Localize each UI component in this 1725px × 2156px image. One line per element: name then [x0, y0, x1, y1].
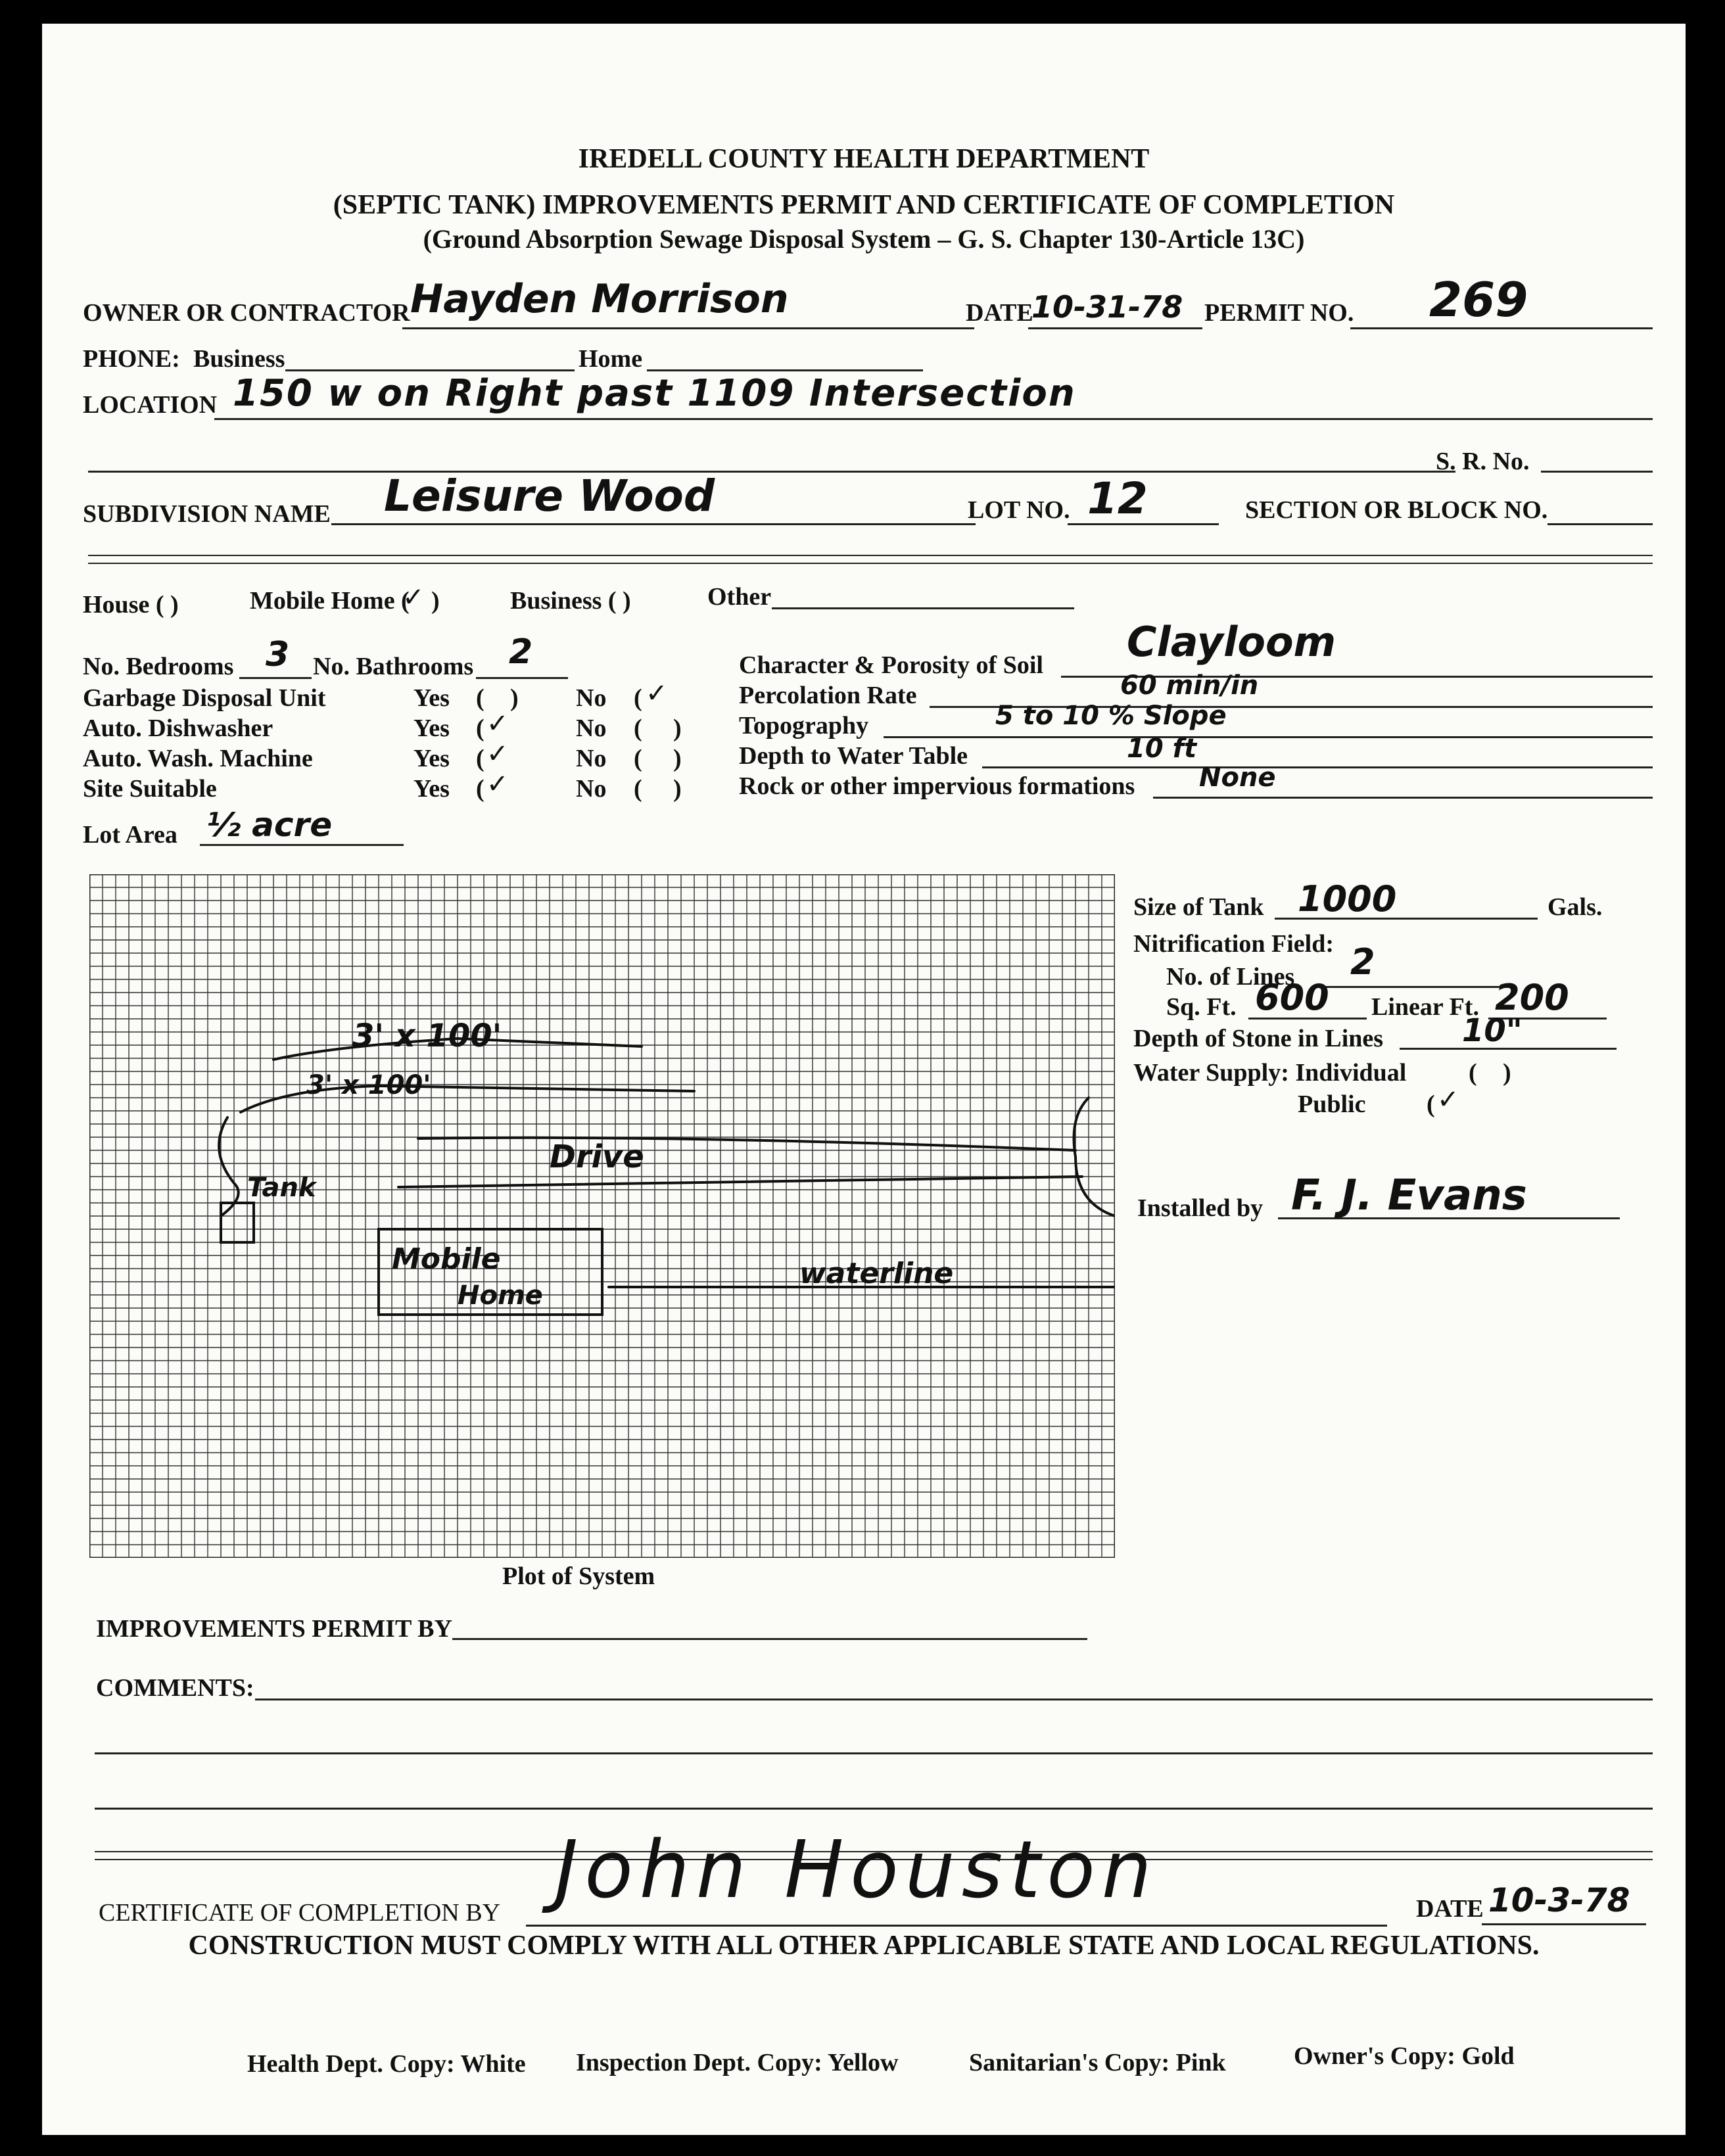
tank-size-label: Size of Tank [1133, 893, 1264, 921]
garbage-yes-paren-l: ( [476, 684, 484, 712]
water-table-value: 10 ft [1127, 734, 1197, 764]
wash-no-paren-l: ( [634, 745, 642, 772]
rock-label: Rock or other impervious formations [739, 772, 1135, 800]
subdivision-line [331, 523, 976, 525]
copy-sanitarian: Sanitarian's Copy: Pink [969, 2049, 1226, 2076]
section-block-line [1548, 523, 1653, 525]
cert-date-label: DATE [1416, 1895, 1484, 1923]
home-phone-label: Home [579, 345, 643, 373]
individual-paren-l: ( [1469, 1059, 1477, 1087]
mobile-home-check: ✓ [402, 582, 425, 613]
rock-line [1153, 797, 1653, 799]
permit-form [42, 24, 1686, 2135]
form-title: (SEPTIC TANK) IMPROVEMENTS PERMIT AND CERTIFICATE OF COMPLETION [333, 190, 1395, 220]
dishwasher-yes-check: ✓ [486, 709, 509, 739]
comments-label: COMMENTS: [96, 1674, 254, 1702]
owner-line [402, 327, 974, 329]
date-label: DATE [966, 299, 1033, 327]
lot-area-value: ½ acre [206, 806, 333, 844]
dishwasher-no-paren-l: ( [634, 715, 642, 742]
certificate-signature: John Houston [555, 1825, 1158, 1916]
garbage-no: No [576, 684, 607, 712]
comments-line-2 [95, 1752, 1653, 1754]
certificate-by-line [526, 1925, 1387, 1927]
site-yes-paren-l: ( [476, 775, 484, 803]
mobile-label: Mobile [392, 1242, 501, 1276]
location-line [214, 418, 1653, 420]
wash-machine-label: Auto. Wash. Machine [83, 745, 313, 772]
sr-no-label: S. R. No. [1436, 448, 1530, 475]
public-paren-l: ( [1427, 1090, 1435, 1118]
site-no-paren-l: ( [634, 775, 642, 803]
percolation-value: 60 min/in [1120, 670, 1259, 701]
dishwasher-label: Auto. Dishwasher [83, 715, 273, 742]
home-phone-line [647, 369, 923, 371]
public-label: Public [1298, 1090, 1366, 1118]
lines-label: No. of Lines [1166, 963, 1295, 991]
waterline-label: waterline [799, 1257, 954, 1290]
soil-label: Character & Porosity of Soil [739, 651, 1043, 679]
linear-ft-value: 200 [1495, 977, 1569, 1018]
dishwasher-no-paren-r: ) [673, 715, 682, 742]
bedrooms-line [239, 677, 312, 679]
topography-value: 5 to 10 % Slope [995, 701, 1227, 731]
site-suitable-label: Site Suitable [83, 775, 217, 803]
copy-health: Health Dept. Copy: White [247, 2050, 526, 2078]
tank-size-value: 1000 [1298, 878, 1397, 920]
sq-ft-label: Sq. Ft. [1166, 993, 1237, 1021]
bedrooms-label: No. Bedrooms [83, 653, 234, 680]
linear-ft-label: Linear Ft. [1371, 993, 1479, 1021]
location-value: 150 w on Right past 1109 Intersection [233, 372, 1076, 415]
subdivision-value: Leisure Wood [384, 471, 715, 521]
owner-label: OWNER OR CONTRACTOR [83, 299, 410, 327]
nitrification-label: Nitrification Field: [1133, 930, 1334, 958]
lot-area-line [200, 844, 404, 846]
other-label: Other [707, 583, 772, 611]
comments-line-3 [95, 1808, 1653, 1810]
stone-depth-label: Depth of Stone in Lines [1133, 1025, 1384, 1052]
lines-value: 2 [1350, 941, 1375, 983]
drive-label: Drive [550, 1138, 644, 1175]
comments-line-1 [255, 1699, 1653, 1700]
phone-label: PHONE: [83, 345, 180, 373]
section-block-label: SECTION OR BLOCK NO. [1245, 496, 1548, 524]
installed-by-label: Installed by [1137, 1194, 1264, 1222]
copy-owner: Owner's Copy: Gold [1294, 2042, 1515, 2070]
permit-no-value: 269 [1429, 272, 1528, 327]
site-no: No [576, 775, 607, 803]
compliance-notice: CONSTRUCTION MUST COMPLY WITH ALL OTHER APPLICABLE STATE AND LOCAL REGULATIONS. [188, 1931, 1540, 1961]
home-label: Home [458, 1280, 543, 1311]
wash-no-paren-r: ) [673, 745, 682, 772]
garbage-yes-paren-r: ) [510, 684, 519, 712]
divider-upper [88, 555, 1653, 556]
location-line-2 [88, 471, 1455, 473]
lot-area-label: Lot Area [83, 821, 177, 849]
garbage-label: Garbage Disposal Unit [83, 684, 326, 712]
water-supply-label: Water Supply: Individual [1133, 1059, 1407, 1087]
field-label-1: 3' x 100' [352, 1018, 502, 1054]
date-line [1028, 327, 1202, 329]
other-line [772, 607, 1074, 609]
plot-caption: Plot of System [502, 1562, 655, 1590]
business-type-label: Business ( ) [510, 587, 631, 615]
site-yes-check: ✓ [486, 769, 509, 799]
certificate-by-label: CERTIFICATE OF COMPLETION BY [99, 1899, 501, 1927]
rock-value: None [1199, 762, 1276, 793]
department-title: IREDELL COUNTY HEALTH DEPARTMENT [578, 144, 1150, 174]
location-label: LOCATION [83, 391, 218, 419]
cert-date-line [1482, 1923, 1646, 1925]
soil-value: Clayloom [1127, 618, 1336, 666]
owner-value: Hayden Morrison [410, 276, 789, 322]
topography-label: Topography [739, 712, 869, 739]
tank-label: Tank [247, 1173, 316, 1203]
installed-by-value: F. J. Evans [1291, 1171, 1527, 1220]
public-check: ✓ [1437, 1085, 1459, 1115]
sr-no-line [1541, 471, 1653, 473]
topography-line [884, 736, 1653, 738]
bathrooms-label: No. Bathrooms [313, 653, 474, 680]
form-subtitle: (Ground Absorption Sewage Disposal System – G. S. Chapter 130-Article 13C) [423, 224, 1305, 254]
plot-of-system [89, 874, 1115, 1558]
permit-no-line [1350, 327, 1653, 329]
mobile-home-close: ) [431, 587, 440, 615]
business-phone-line [285, 369, 575, 371]
divider-lower [88, 563, 1653, 564]
sq-ft-value: 600 [1255, 977, 1329, 1018]
permit-no-label: PERMIT NO. [1204, 299, 1354, 327]
gals-label: Gals. [1548, 893, 1603, 921]
mobile-home-label: Mobile Home ( [250, 587, 410, 615]
improvements-by-label: IMPROVEMENTS PERMIT BY [96, 1615, 452, 1643]
bathrooms-line [476, 677, 568, 679]
date-value: 10-31-78 [1031, 289, 1183, 325]
dishwasher-yes-paren-l: ( [476, 715, 484, 742]
stone-depth-value: 10" [1462, 1012, 1523, 1049]
dishwasher-no: No [576, 715, 607, 742]
copy-inspection: Inspection Dept. Copy: Yellow [576, 2049, 899, 2076]
business-phone-label: Business [193, 345, 285, 373]
percolation-label: Percolation Rate [739, 682, 917, 709]
garbage-no-check: ✓ [646, 678, 668, 709]
bedrooms-value: 3 [266, 635, 290, 674]
garbage-no-paren-l: ( [634, 684, 642, 712]
lines-line [1314, 986, 1511, 988]
cert-date-value: 10-3-78 [1488, 1881, 1630, 1919]
subdivision-label: SUBDIVISION NAME [83, 500, 331, 528]
field-label-2: 3' x 100' [306, 1070, 431, 1100]
lot-no-label: LOT NO. [968, 496, 1070, 524]
site-no-paren-r: ) [673, 775, 682, 803]
lot-no-value: 12 [1087, 473, 1148, 524]
individual-paren-r: ) [1503, 1059, 1511, 1087]
site-yes: Yes [414, 775, 450, 803]
wash-yes: Yes [414, 745, 450, 772]
water-table-label: Depth to Water Table [739, 742, 968, 770]
bathrooms-value: 2 [509, 632, 533, 672]
wash-no: No [576, 745, 607, 772]
wash-yes-check: ✓ [486, 739, 509, 769]
improvements-by-line [452, 1638, 1087, 1640]
wash-yes-paren-l: ( [476, 745, 484, 772]
water-table-line [982, 766, 1653, 768]
garbage-yes: Yes [414, 684, 450, 712]
dishwasher-yes: Yes [414, 715, 450, 742]
house-label: House ( ) [83, 591, 179, 619]
